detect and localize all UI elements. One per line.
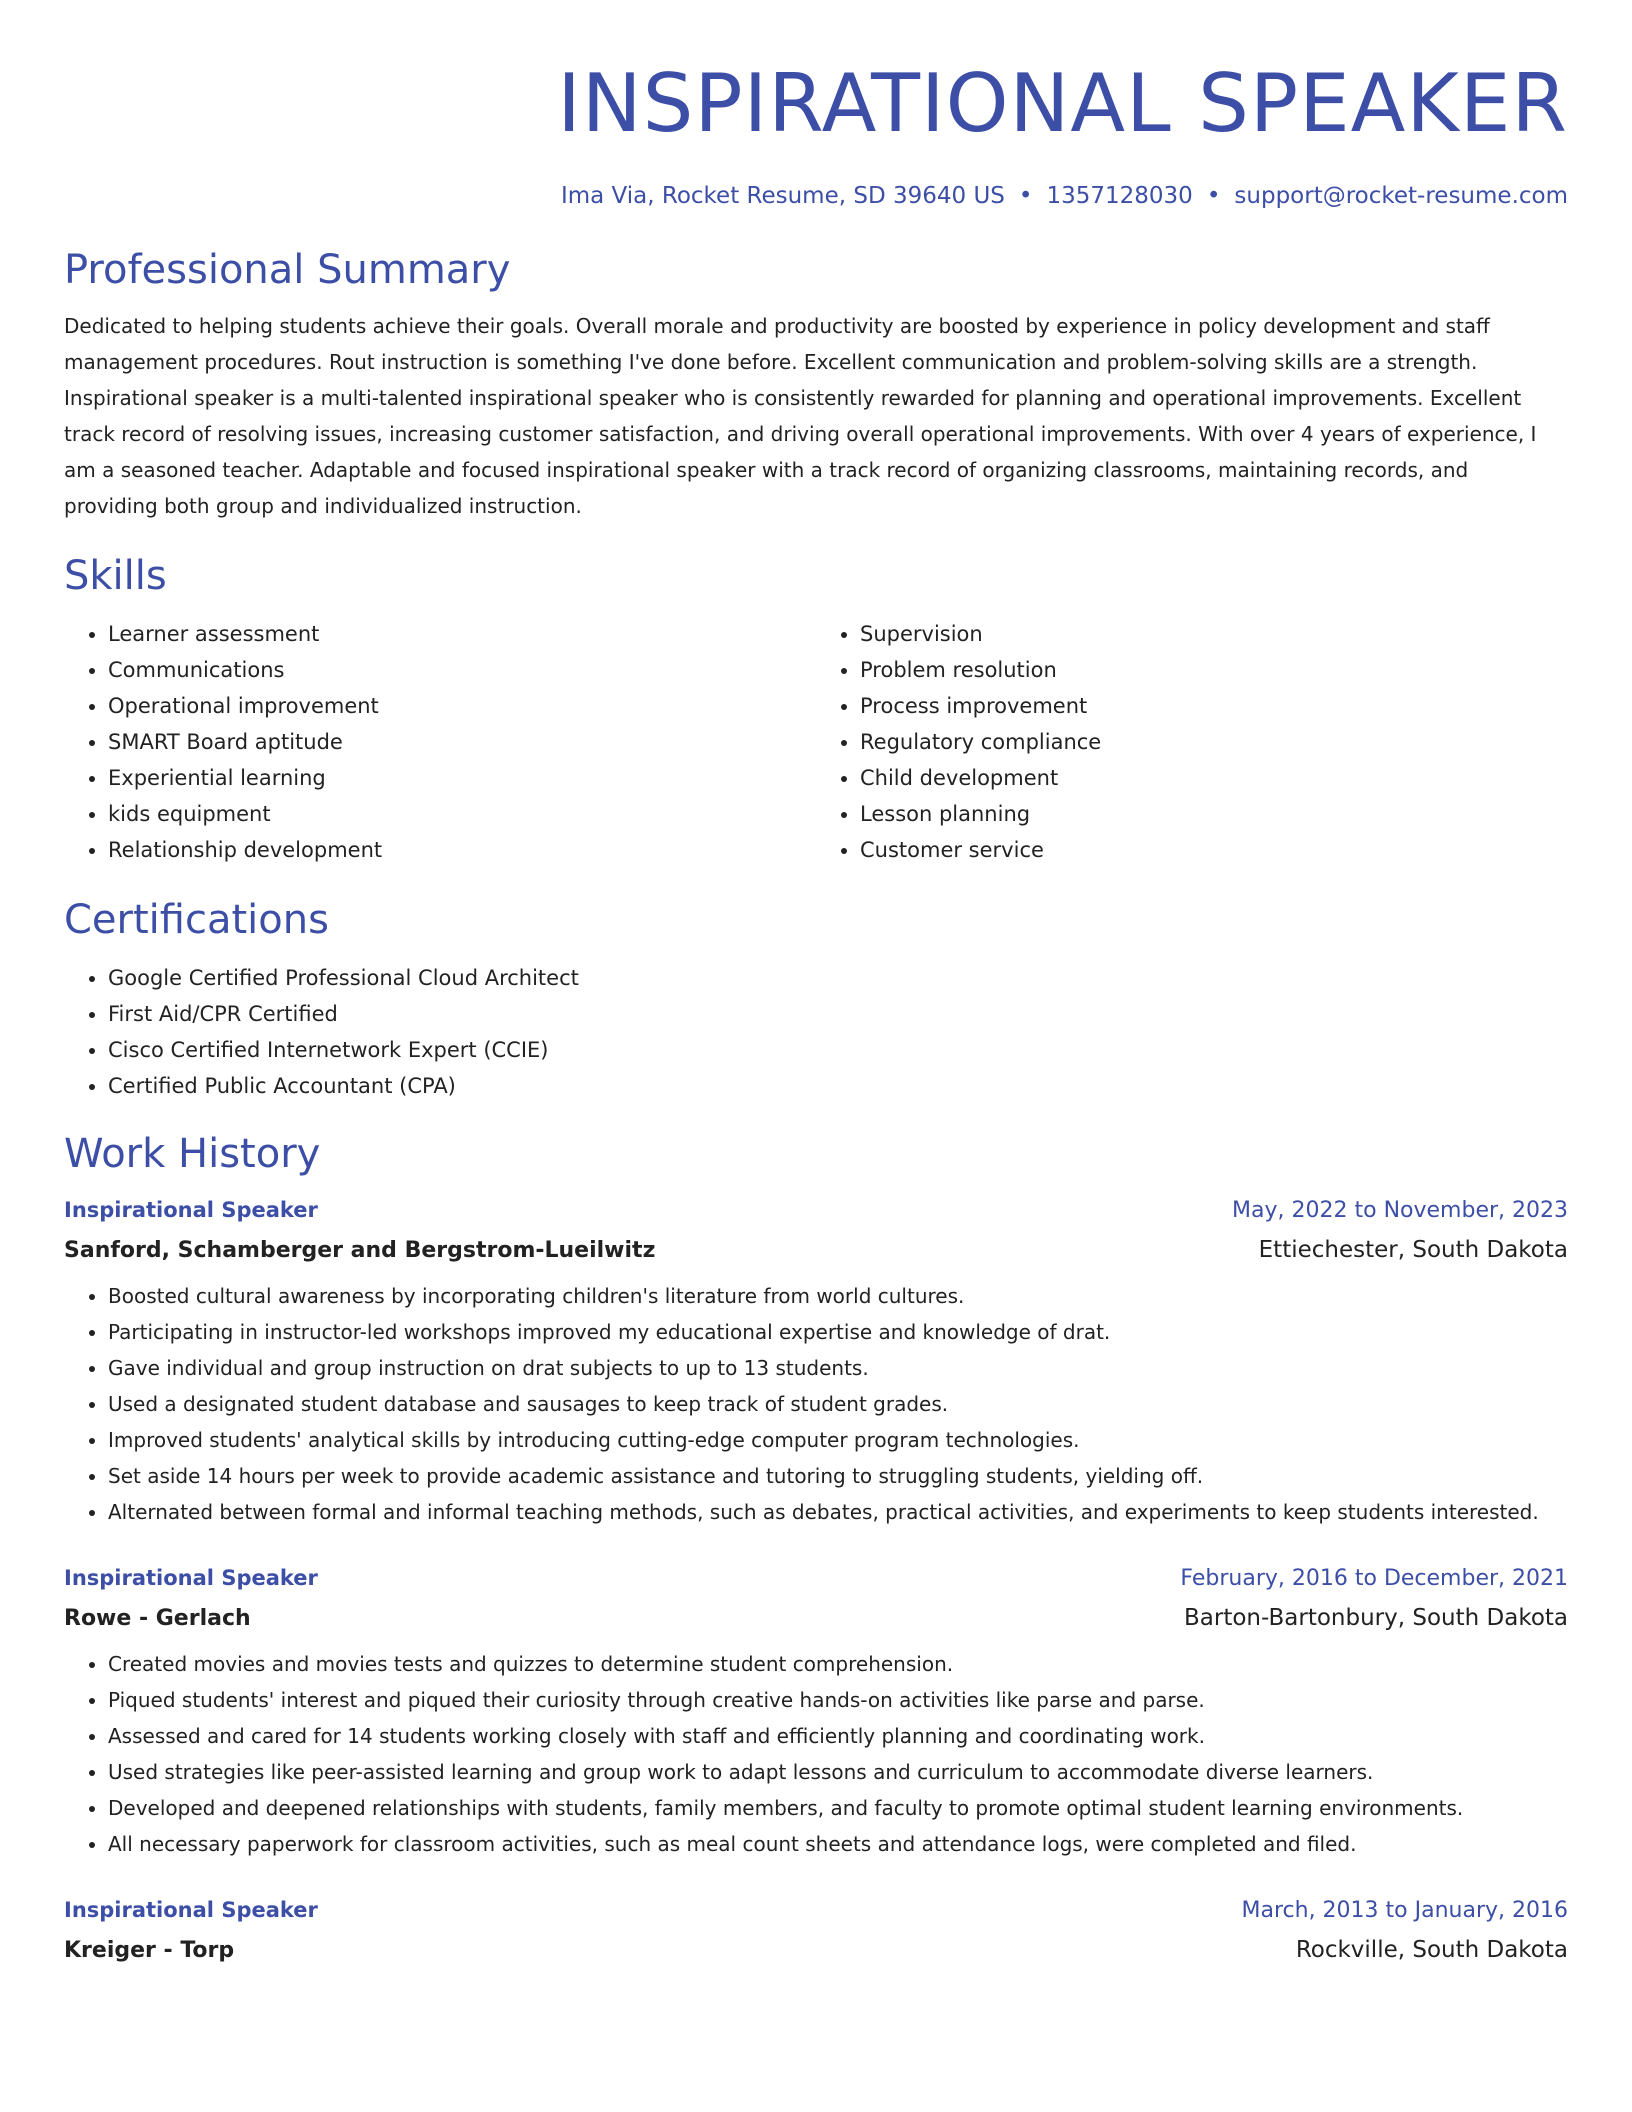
job-bullet: • Gave individual and group instruction on drat subjects to up to 13 students. [108, 1350, 1568, 1386]
job-bullet: • Created movies and movies tests and quizzes to determine student comprehension. [108, 1646, 1568, 1682]
job-bullet: • Piqued students' interest and piqued their curiosity through creative hands-on activities like parse and parse. [108, 1682, 1568, 1718]
job-bullets [64, 1646, 1568, 1862]
job-bullet: • Boosted cultural awareness by incorporating children's literature from world cultures. [108, 1278, 1568, 1314]
job-dates: March, 2013 to January, 2016 [1241, 1898, 1568, 1923]
skill-item: • Relationship development [108, 832, 816, 868]
skill-item: • Problem resolution [860, 652, 1568, 688]
job-company: Sanford, Schamberger and Bergstrom-Lueilwitz [64, 1238, 656, 1263]
job-dates: February, 2016 to December, 2021 [1180, 1566, 1568, 1591]
skills-list-left [64, 616, 816, 868]
contact-line [64, 180, 1568, 212]
job-bullet: • Set aside 14 hours per week to provide academic assistance and tutoring to struggling students, yielding off. [108, 1458, 1568, 1494]
job-entry [64, 1890, 1568, 1970]
job-bullet: • Assessed and cared for 14 students working closely with staff and efficiently planning and coordinating work. [108, 1718, 1568, 1754]
job-entry [64, 1558, 1568, 1862]
job-title: Inspirational Speaker [64, 1198, 318, 1222]
summary-heading: Professional Summary [64, 247, 511, 293]
skill-item: • kids equipment [108, 796, 816, 832]
certification-item: • First Aid/CPR Certified [108, 996, 1568, 1032]
skill-item: • Communications [108, 652, 816, 688]
job-bullets [64, 1278, 1568, 1530]
job-bullet: • Improved students' analytical skills by introducing cutting-edge computer program technologies. [108, 1422, 1568, 1458]
skill-item: • Customer service [860, 832, 1568, 868]
skill-item: • Learner assessment [108, 616, 816, 652]
skill-item: • Process improvement [860, 688, 1568, 724]
skills-heading: Skills [64, 553, 167, 599]
skill-item: • Supervision [860, 616, 1568, 652]
job-company: Rowe - Gerlach [64, 1606, 251, 1631]
job-bullet: • All necessary paperwork for classroom activities, such as meal count sheets and attendance logs, were completed and filed. [108, 1826, 1568, 1862]
certifications-heading: Certifications [64, 897, 329, 943]
job-header [64, 1890, 1568, 1931]
job-bullet: • Developed and deepened relationships with students, family members, and faculty to promote optimal student learning environments. [108, 1790, 1568, 1826]
job-dates: May, 2022 to November, 2023 [1232, 1198, 1568, 1223]
job-company: Kreiger - Torp [64, 1938, 235, 1963]
skill-item: • SMART Board aptitude [108, 724, 816, 760]
skill-item: • Experiential learning [108, 760, 816, 796]
job-location: Ettiechester, South Dakota [1258, 1237, 1568, 1263]
job-bullet: • Participating in instructor-led workshops improved my educational expertise and knowledge of drat. [108, 1314, 1568, 1350]
contact-separator: • [1018, 183, 1033, 209]
resume-page [64, 0, 1568, 1970]
skill-item: • Regulatory compliance [860, 724, 1568, 760]
job-subheader [64, 1231, 1568, 1270]
skill-item: • Operational improvement [108, 688, 816, 724]
job-title: Inspirational Speaker [64, 1566, 318, 1590]
job-bullet: • Alternated between formal and informal teaching methods, such as debates, practical activities, and experiments to keep students interested. [108, 1494, 1568, 1530]
job-subheader [64, 1599, 1568, 1638]
contact-separator: • [1206, 183, 1221, 209]
certification-item: • Certified Public Accountant (CPA) [108, 1068, 1568, 1104]
skills-columns [64, 616, 1568, 868]
certification-item: • Google Certified Professional Cloud Architect [108, 960, 1568, 996]
summary-text: Dedicated to helping students achieve their goals. Overall morale and productivity are boosted by experience in policy development and staff management procedures. Rout instruction is something I've done before. Excellent communication and problem-solving skills are a strength. Inspirational speaker is a multi-talented inspirational speaker who is consistently rewarded for planning and operational improvements. Excellent track record of resolving issues, increasing customer satisfaction, and driving overall operational improvements. With over 4 years of experience, I am a seasoned teacher. Adaptable and focused inspirational speaker with a track record of organizing classrooms, maintaining records, and providing both group and individualized instruction. [64, 314, 1537, 518]
job-title: Inspirational Speaker [64, 1898, 318, 1922]
work-history-heading: Work History [64, 1131, 321, 1177]
job-header [64, 1558, 1568, 1599]
job-entry [64, 1190, 1568, 1530]
contact-phone: 1357128030 [1046, 183, 1193, 209]
contact-email: support@rocket-resume.com [1234, 183, 1568, 209]
skills-list-right [816, 616, 1568, 868]
skill-item: • Child development [860, 760, 1568, 796]
job-subheader [64, 1931, 1568, 1970]
certifications-list [64, 960, 1568, 1104]
skill-item: • Lesson planning [860, 796, 1568, 832]
certification-item: • Cisco Certified Internetwork Expert (CCIE) [108, 1032, 1568, 1068]
job-location: Rockville, South Dakota [1295, 1937, 1568, 1963]
job-bullet: • Used strategies like peer-assisted learning and group work to adapt lessons and curriculum to accommodate diverse learners. [108, 1754, 1568, 1790]
candidate-name: INSPIRATIONAL SPEAKER [557, 57, 1568, 150]
job-location: Barton-Bartonbury, South Dakota [1184, 1605, 1568, 1631]
job-header [64, 1190, 1568, 1231]
contact-address: Ima Via, Rocket Resume, SD 39640 US [560, 183, 1005, 209]
job-bullet: • Used a designated student database and sausages to keep track of student grades. [108, 1386, 1568, 1422]
